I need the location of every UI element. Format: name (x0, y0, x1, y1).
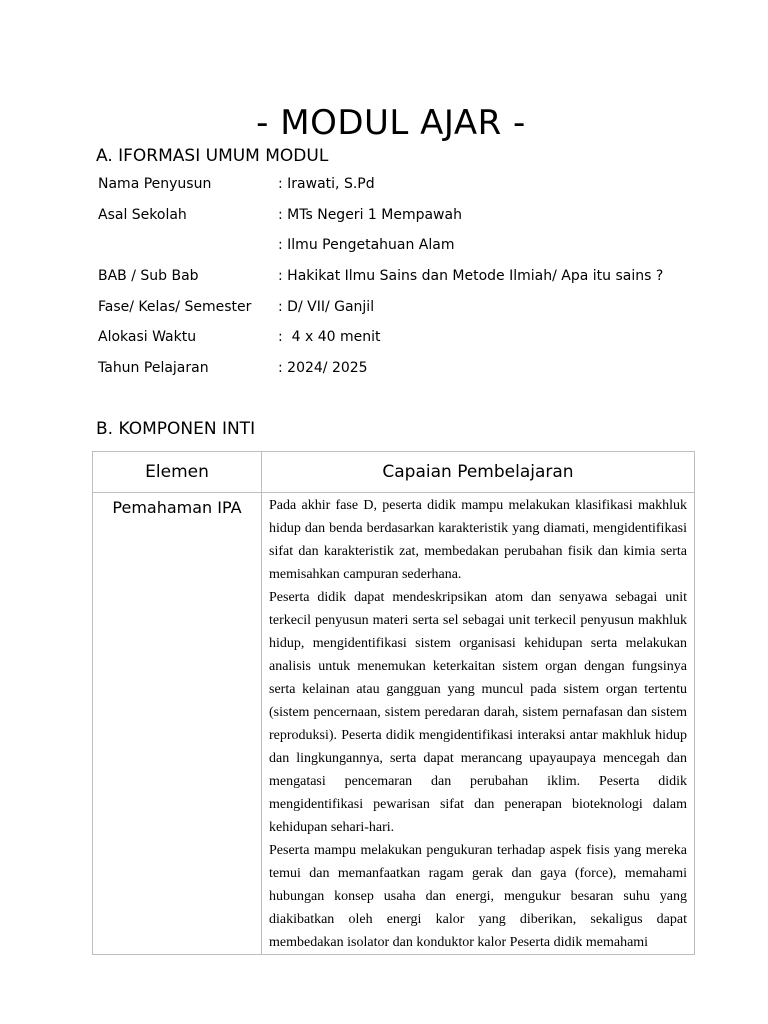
module-info-list (98, 176, 663, 391)
info-label: Fase/ Kelas/ Semester (98, 298, 252, 315)
learning-outcome-paragraph: Peserta mampu melakukan pengukuran terhadap aspek fisis yang mereka temui dan memanfaatkan ragam gerak dan gaya (force), memahami hubungan konsep usaha dan energi, mengukur besaran suhu yang diakibatkan oleh energi kalor yang diberikan, sekaligus dapat membedakan isolator dan konduktor kalor Peserta didik memahami (269, 843, 687, 950)
info-label: Tahun Pelajaran (98, 360, 209, 377)
section-b-heading: B. KOMPONEN INTI (96, 419, 256, 439)
info-value: : MTs Negeri 1 Mempawah (278, 206, 462, 223)
column-header-element: Elemen (93, 452, 262, 493)
core-component-table (92, 451, 695, 955)
info-value: : 2024/ 2025 (278, 360, 368, 377)
info-value: : D/ VII/ Ganjil (278, 298, 375, 315)
info-row-phase (98, 299, 663, 330)
info-row-author (98, 176, 663, 207)
info-label: Asal Sekolah (98, 206, 187, 223)
learning-outcome-cell (262, 493, 695, 955)
table-header-row (93, 452, 695, 493)
info-row-time-allocation (98, 329, 663, 360)
info-label: Nama Penyusun (98, 176, 212, 192)
info-row-academic-year (98, 360, 663, 391)
column-header-learning-outcome: Capaian Pembelajaran (262, 452, 695, 493)
info-value: : Irawati, S.Pd (278, 176, 375, 192)
info-value: : 4 x 40 menit (278, 329, 381, 346)
info-row-school (98, 207, 663, 238)
section-a-heading: A. IFORMASI UMUM MODUL (96, 146, 329, 166)
info-row-chapter (98, 268, 663, 299)
info-value: : Ilmu Pengetahuan Alam (278, 237, 455, 254)
info-row-subject (98, 237, 663, 268)
info-label: Alokasi Waktu (98, 329, 197, 346)
info-value: : Hakikat Ilmu Sains dan Metode Ilmiah/ Apa itu sains ? (278, 268, 664, 285)
document-title: - MODUL AJAR - (256, 103, 526, 143)
element-name: Pemahaman IPA (112, 498, 242, 517)
learning-outcome-paragraph: Peserta didik dapat mendeskripsikan atom dan senyawa sebagai unit terkecil penyusun materi serta sel sebagai unit terkecil penyusun makhluk hidup, mengidentifikasi sistem organisasi kehidupan serta melakukan analisis untuk menemukan keterkaitan sistem organ dengan fungsinya serta kelainan atau gangguan yang muncul pada sistem organ tertentu (sistem pencernaan, sistem peredaran darah, sistem pernafasan dan sistem reproduksi). Peserta didik mengidentifikasi interaksi antar makhluk hidup dan lingkungannya, serta dapat merancang upayaupaya mencegah dan mengatasi pencemaran dan perubahan iklim. Peserta didik mengidentifikasi pewarisan sifat dan penerapan bioteknologi dalam kehidupan sehari-hari. (269, 590, 687, 835)
table-row (93, 493, 695, 955)
element-cell (93, 493, 262, 955)
learning-outcome-paragraph: Pada akhir fase D, peserta didik mampu melakukan klasifikasi makhluk hidup dan benda berdasarkan karakteristik yang diamati, mengidentifikasi sifat dan karakteristik zat, membedakan perubahan fisik dan kimia serta memisahkan campuran sederhana. (269, 498, 687, 582)
info-label: BAB / Sub Bab (98, 268, 199, 285)
